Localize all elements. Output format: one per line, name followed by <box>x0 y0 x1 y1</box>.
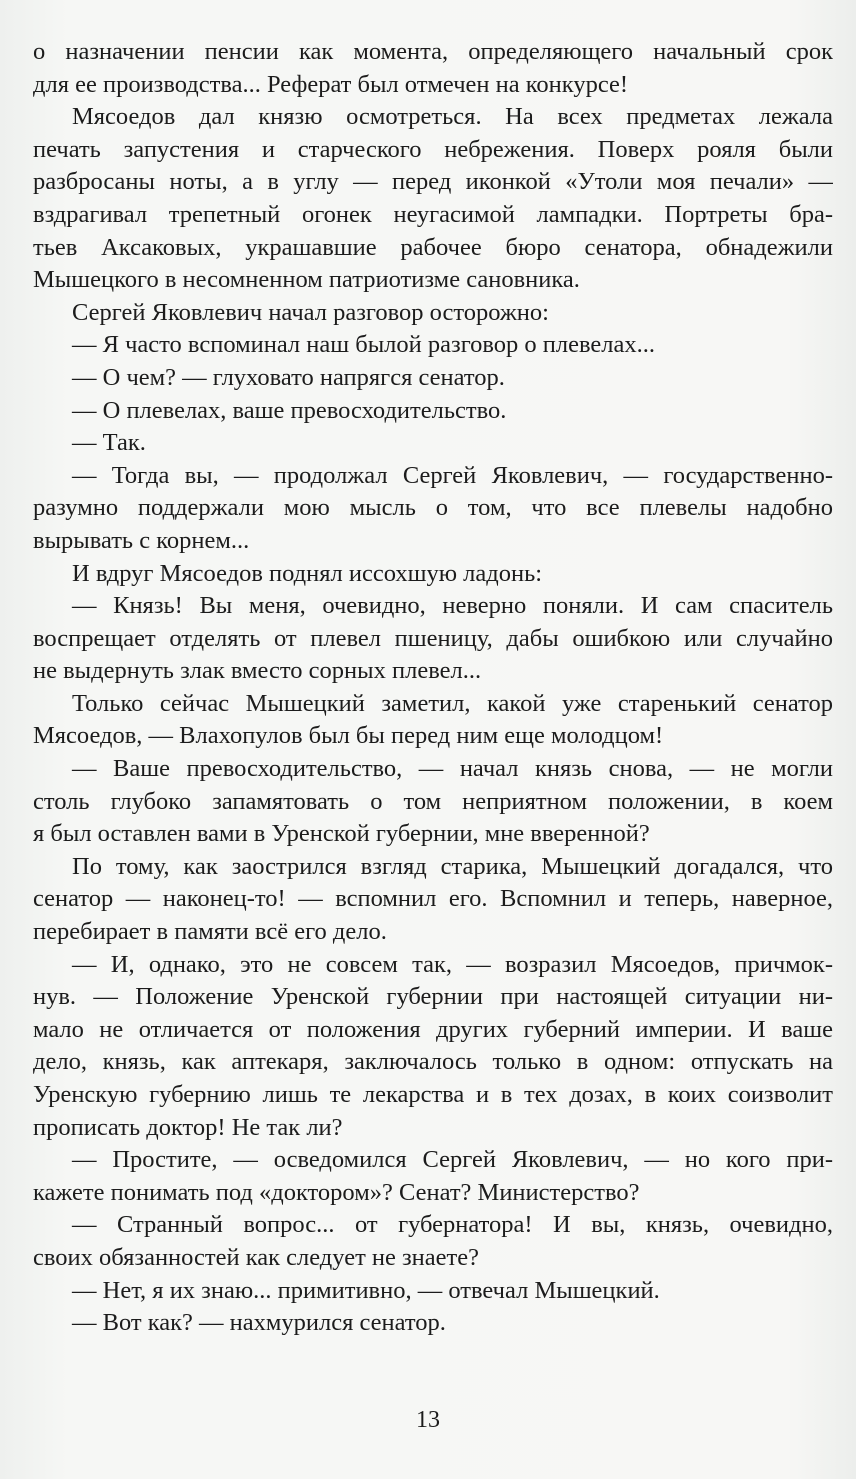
text-line: печать запустения и старческого небрежения. Поверх рояля были <box>33 135 833 163</box>
text-line: для ее производства... Реферат был отмечен на конкурсе! <box>33 70 629 98</box>
text-line: Мясоедов дал князю осмотреться. На всех предметах лежала <box>72 103 833 131</box>
text-line: нув. — Положение Уренской губернии при настоящей ситуации ни- <box>33 983 833 1011</box>
text-line: о назначении пенсии как момента, определяющего начальный срок <box>33 38 833 65</box>
text-line: — О плевелах, ваше превосходительство. <box>72 396 507 424</box>
text-line: не выдернуть злак вместо сорных плевел... <box>33 657 482 685</box>
text-line: мало не отличается от положения других губерний империи. И ваше <box>33 1015 833 1043</box>
text-line: кажете понимать под «доктором»? Сенат? Министерство? <box>33 1178 640 1206</box>
text-line: прописать доктор! Не так ли? <box>33 1113 343 1141</box>
text-line: тьев Аксаковых, украшавшие рабочее бюро сенатора, обнадежили <box>33 233 833 261</box>
text-line: вырывать с корнем... <box>33 526 250 554</box>
text-line: Только сейчас Мышецкий заметил, какой уже старенький сенатор <box>72 689 833 717</box>
text-line: вздрагивал трепетный огонек неугасимой лампадки. Портреты бра- <box>33 200 833 228</box>
text-line: своих обязанностей как следует не знаете? <box>33 1243 480 1271</box>
text-line: И вдруг Мясоедов поднял иссохшую ладонь: <box>72 559 543 587</box>
text-line: перебирает в памяти всё его дело. <box>33 918 387 946</box>
text-line: Сергей Яковлевич начал разговор осторожно: <box>72 298 549 326</box>
body-text <box>33 36 833 1340</box>
text-line: сенатор — наконец-то! — вспомнил его. Вспомнил и теперь, наверное, <box>33 885 833 913</box>
text-line: разумно поддержали мою мысль о том, что все плевелы надобно <box>33 494 833 522</box>
text-line: разбросаны ноты, а в углу — перед иконкой «Утоли моя печали» — <box>33 168 833 196</box>
text-line: — Я часто вспоминал наш былой разговор о плевелах... <box>72 331 656 359</box>
text-line: — Нет, я их знаю... примитивно, — отвечал Мышецкий. <box>72 1276 660 1304</box>
text-line: — Вот как? — нахмурился сенатор. <box>72 1309 446 1337</box>
page-number: 13 <box>416 1407 440 1433</box>
text-line: — О чем? — глуховато напрягся сенатор. <box>72 363 505 391</box>
text-line: воспрещает отделять от плевел пшеницу, дабы ошибкою или случайно <box>33 624 833 652</box>
text-line: По тому, как заострился взгляд старика, Мышецкий догадался, что <box>72 852 833 880</box>
text-line: Уренскую губернию лишь те лекарства и в тех дозах, в коих соизволит <box>33 1081 833 1108</box>
text-line: — Князь! Вы меня, очевидно, неверно поняли. И сам спаситель <box>72 592 833 620</box>
text-line: — Так. <box>72 429 146 457</box>
text-line: дело, князь, как аптекаря, заключалось только в одном: отпускать на <box>33 1048 833 1076</box>
text-line: — И, однако, это не совсем так, — возразил Мясоедов, причмок- <box>72 950 833 978</box>
text-line: — Тогда вы, — продолжал Сергей Яковлевич, — государственно- <box>72 461 833 489</box>
text-line: я был оставлен вами в Уренской губернии, мне вверенной? <box>33 820 650 848</box>
text-line: — Простите, — осведомился Сергей Яковлевич, — но кого при- <box>72 1146 833 1174</box>
text-line: столь глубоко запамятовать о том неприятном положении, в коем <box>33 787 833 815</box>
text-line: — Ваше превосходительство, — начал князь снова, — не могли <box>72 755 833 783</box>
text-line: — Странный вопрос... от губернатора! И вы, князь, очевидно, <box>72 1211 833 1239</box>
text-line: Мышецкого в несомненном патриотизме сановника. <box>33 266 580 294</box>
text-line: Мясоедов, — Влахопулов был бы перед ним еще молодцом! <box>33 722 664 750</box>
